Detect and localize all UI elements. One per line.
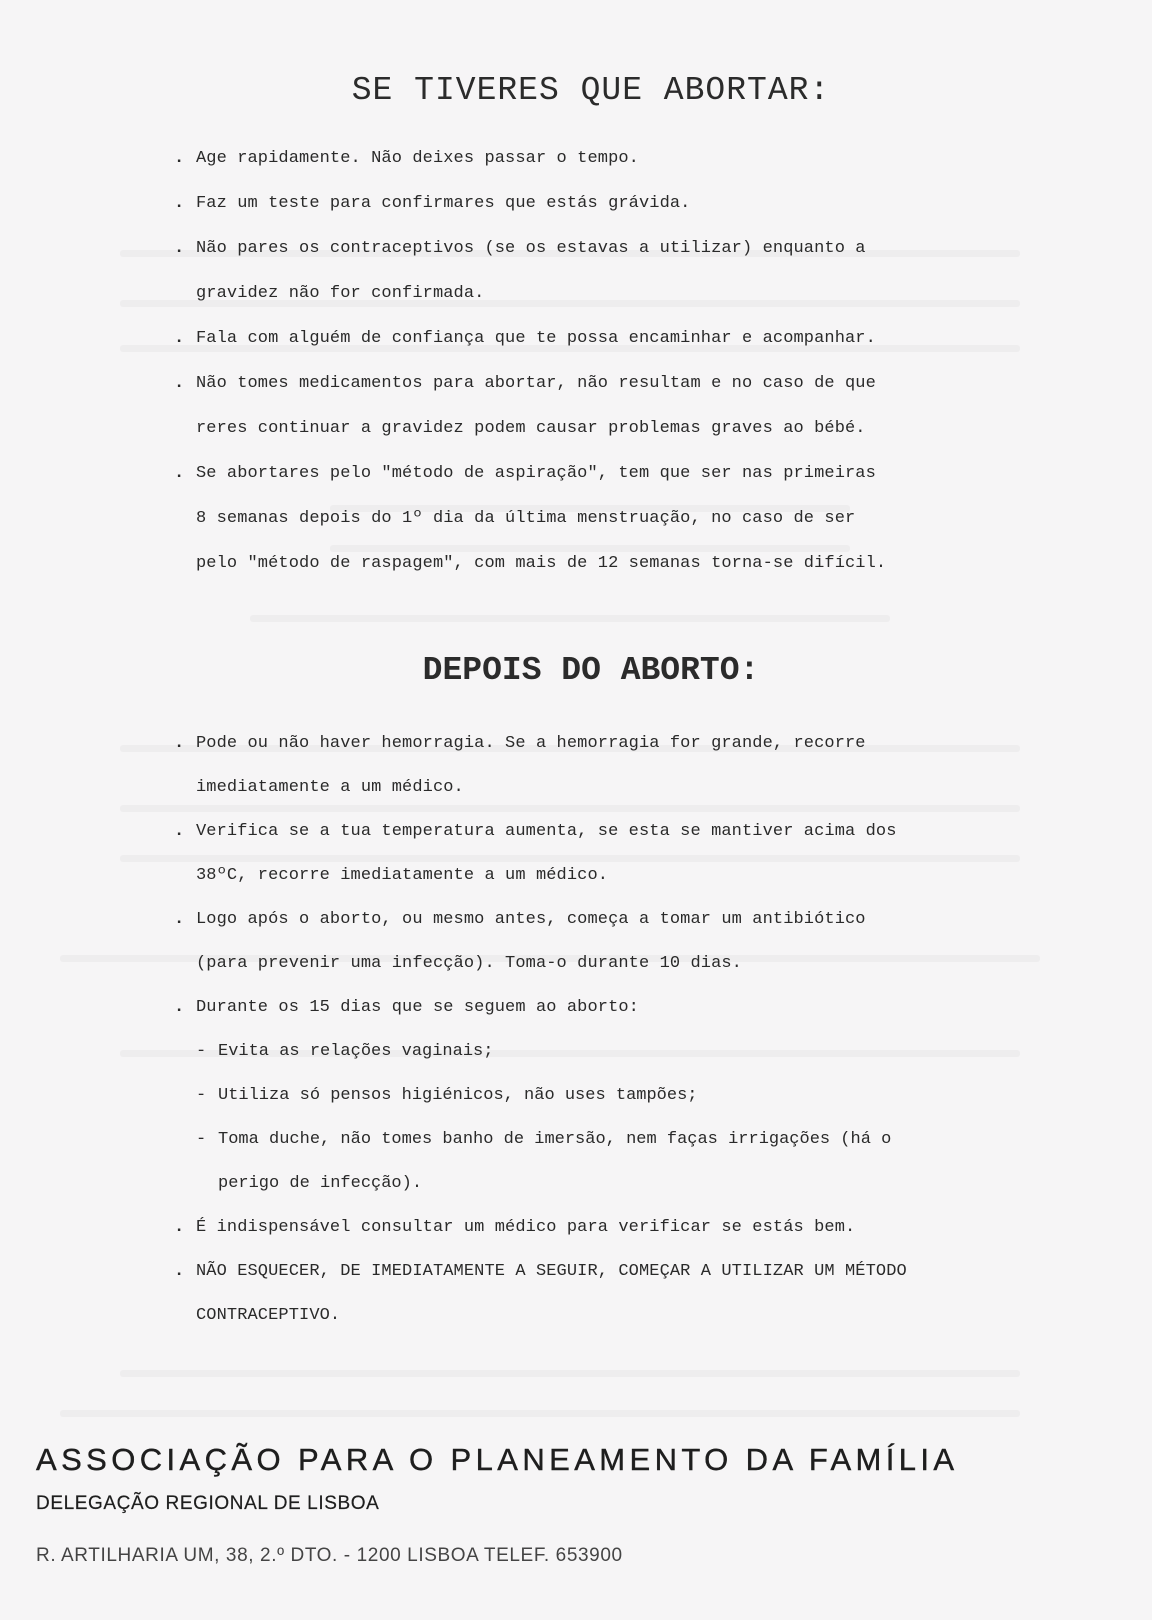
bullet-icon: .: [174, 734, 185, 753]
list-item-text: Não tomes medicamentos para abortar, não resultam e no caso de que reres continuar a gravidez podem causar problemas graves ao bébé.: [196, 374, 876, 438]
bullet-icon: .: [174, 998, 185, 1017]
list-item: [174, 316, 994, 361]
list-item: [174, 898, 994, 986]
list-item: [174, 136, 994, 181]
list-item-text: Fala com alguém de confiança que te possa encaminhar e acompanhar.: [196, 329, 876, 348]
list-item-text: NÃO ESQUECER, DE IMEDIATAMENTE A SEGUIR, COMEÇAR A UTILIZAR UM MÉTODO CONTRACEPTIVO.: [196, 1262, 907, 1325]
list-after-abortion: [174, 722, 994, 1338]
organization-address: R. ARTILHARIA UM, 38, 2.º DTO. - 1200 LISBOA TELEF. 653900: [36, 1545, 623, 1566]
sublist-item-text: Evita as relações vaginais;: [218, 1042, 494, 1061]
bullet-icon: .: [174, 239, 185, 258]
list-item-text: É indispensável consultar um médico para verificar se estás bem.: [196, 1218, 856, 1237]
bleed-through-line: [250, 615, 890, 622]
bullet-icon: .: [174, 194, 185, 213]
bleed-through-line: [60, 1410, 1020, 1417]
bullet-icon: .: [174, 149, 185, 168]
list-item: [174, 451, 994, 586]
list-item-text: Age rapidamente. Não deixes passar o tempo.: [196, 149, 639, 168]
list-item-text: Logo após o aborto, ou mesmo antes, começa a tomar um antibiótico (para prevenir uma infecção). Toma-o durante 10 dias.: [196, 910, 866, 973]
sublist-item: [196, 1030, 994, 1074]
sublist-item: [196, 1074, 994, 1118]
list-before-abortion: [174, 136, 994, 586]
organization-footer: [36, 1440, 959, 1568]
organization-delegation: DELEGAÇÃO REGIONAL DE LISBOA: [36, 1493, 380, 1514]
list-item: [174, 181, 994, 226]
organization-name: ASSOCIAÇÃO PARA O PLANEAMENTO DA FAMÍLIA: [36, 1442, 959, 1477]
dash-icon: -: [196, 1086, 207, 1105]
dash-icon: -: [196, 1042, 207, 1061]
dash-icon: -: [196, 1130, 207, 1149]
list-item-text: Se abortares pelo "método de aspiração", tem que ser nas primeiras 8 semanas depois do 1º dia da última menstruação, no caso de ser pelo "método de raspagem", com mais de 12 semanas torna-se difícil.: [196, 464, 887, 573]
list-item-text: Durante os 15 dias que se seguem ao aborto:: [196, 998, 639, 1017]
sublist-item-text: Utiliza só pensos higiénicos, não uses tampões;: [218, 1086, 698, 1105]
list-item: [174, 986, 994, 1206]
sublist-item-text: Toma duche, não tomes banho de imersão, nem faças irrigações (há o perigo de infecção).: [218, 1130, 892, 1193]
list-item: [174, 361, 994, 451]
sublist-post-abortion-care: [196, 1030, 994, 1206]
bullet-icon: .: [174, 910, 185, 929]
list-item: [174, 1206, 994, 1250]
list-item: [174, 722, 994, 810]
bullet-icon: .: [174, 329, 185, 348]
heading-se-tiveres-que-abortar: SE TIVERES QUE ABORTAR:: [351, 72, 831, 109]
bullet-icon: .: [174, 374, 185, 393]
list-item-text: Não pares os contraceptivos (se os estavas a utilizar) enquanto a gravidez não for confirmada.: [196, 239, 866, 303]
sublist-item: [196, 1118, 994, 1206]
bullet-icon: .: [174, 464, 185, 483]
bullet-icon: .: [174, 1218, 185, 1237]
list-item-text: Verifica se a tua temperatura aumenta, se esta se mantiver acima dos 38ºC, recorre imediatamente a um médico.: [196, 822, 897, 885]
list-item: [174, 810, 994, 898]
bullet-icon: .: [174, 1262, 185, 1281]
bleed-through-line: [120, 1370, 1020, 1377]
bullet-icon: .: [174, 822, 185, 841]
list-item-text: Faz um teste para confirmares que estás grávida.: [196, 194, 691, 213]
list-item-text: Pode ou não haver hemorragia. Se a hemorragia for grande, recorre imediatamente a um médico.: [196, 734, 866, 797]
heading-depois-do-aborto: DEPOIS DO ABORTO:: [422, 652, 760, 689]
list-item: [174, 1250, 994, 1338]
list-item: [174, 226, 994, 316]
